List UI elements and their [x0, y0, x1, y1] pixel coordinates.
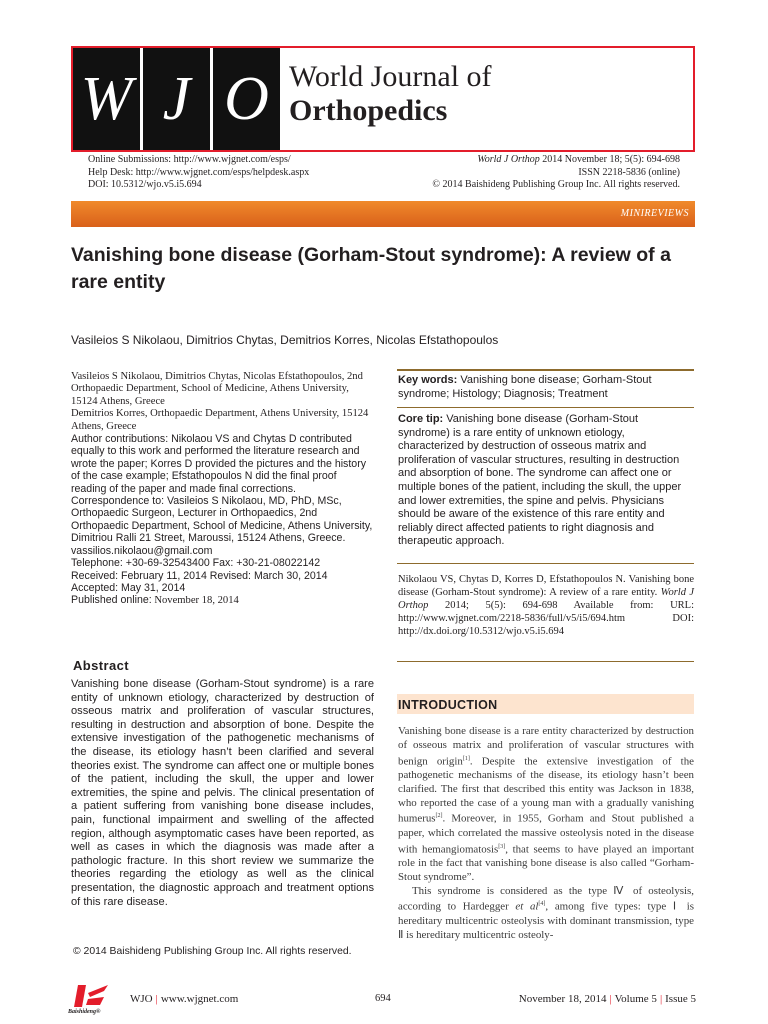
intro-p1-b: . Despite the extensive investigation of the pathogenetic mechanisms of the disease, its etiology hasn’t been clarified. The first that described this entity was Jackson in 1838, who reported the case of a young man with a gradually vanishing humerus	[398, 755, 694, 826]
keywords-block	[398, 373, 693, 401]
section-bar	[71, 201, 695, 227]
citation-part1: Nikolaou VS, Chytas D, Korres D, Efstathopoulos N. Vanishing bone disease (Gorham-Stout syndrome): A review of a rare entity.	[398, 574, 694, 598]
footer-date: November 18, 2014	[518, 993, 607, 1005]
intro-p1-c: . Moreover, in 1955, Gorham and Stout published a paper, which correlated the massive osteolysis noted in the disease with hemangiomatosis	[398, 813, 694, 856]
help-desk-link[interactable]: Help Desk: http://www.wjgnet.com/esps/helpdesk.aspx	[88, 166, 310, 178]
abstract-copyright: © 2014 Baishideng Publishing Group Inc. All rights reserved.	[73, 946, 352, 957]
introduction-text	[398, 725, 694, 942]
ref-2[interactable]: [2]	[435, 813, 443, 820]
footer-volume: Volume 5	[614, 993, 657, 1005]
correspondence: Correspondence to: Vasileios S Nikolaou, MD, PhD, MSc, Orthopaedic Surgeon, Lecturer in Orthopaedics, 2nd Orthopaedic Department, School of Medicine, Athens University, Dimitriou Ralli 21 Street, Maroussi, 15124 Athens, Greece. vassilios.nikolaou@gmail.com	[71, 495, 373, 557]
citation-part2[interactable]: 2014; 5(5): 694-698 Available from: URL: http://www.wjgnet.com/2218-5836/full/v5/i5/694.htm DOI: http://dx.doi.org/10.5312/wjo.v5.i5.694	[398, 600, 694, 637]
received-revised: Received: February 11, 2014 Revised: March 30, 2014	[71, 569, 328, 582]
intro-paragraph-1	[398, 725, 694, 885]
core-tip-text: Vanishing bone disease (Gorham-Stout syndrome) is a rare entity of unknown etiology, characterized by destruction of osseous matrix and proliferation of vascular structures, resulting in destruction and absorption of bone. The syndrome can affect one or multiple bones of the patient, including the skull, the upper and lower extremities, the spine and pelvis. Physicians should be aware of the existence of this rare entity and reliably direct affected patients to right diagnosis and therapeutic approach.	[398, 413, 682, 548]
core-tip-block	[398, 413, 693, 549]
affiliation-1: Vasileios S Nikolaou, Dimitrios Chytas, Nicolas Efstathopoulos, 2nd Orthopaedic Department, School of Medicine, Athens University, 15124 Athens, Greece	[71, 371, 363, 407]
header-copyright: © 2014 Baishideng Publishing Group Inc. All rights reserved.	[432, 179, 680, 190]
issn-text: ISSN 2218-5836 (online)	[578, 166, 680, 178]
publisher-logo-icon	[74, 983, 110, 1009]
issue-line	[432, 154, 680, 167]
intro-p1-d: , that seems to have played an important role in the fact that vanishing bone disease is also called “Gorham-Stout syndrome”.	[398, 843, 694, 883]
intro-p1-a: Vanishing bone disease is a rare entity characterized by destruction of osseous matrix and proliferation of vascular structures with benign origin	[398, 725, 694, 768]
keywords-text: Vanishing bone disease; Gorham-Stout syndrome; Histology; Diagnosis; Treatment	[398, 374, 652, 400]
footer-separator: |	[659, 993, 663, 1005]
journal-name	[289, 60, 492, 128]
intro-p2-a: This syndrome is considered as the type Ⅳ of osteolysis, according to Hardegger	[398, 884, 694, 914]
page-number: 694	[375, 993, 391, 1004]
introduction-heading: INTRODUCTION	[398, 698, 498, 712]
publisher-brand: Baishideng®	[68, 1009, 101, 1015]
journal-masthead	[71, 46, 695, 152]
ref-4[interactable]: [4]	[538, 901, 546, 908]
footer-separator: |	[609, 993, 612, 1005]
logo-letter-w: W	[73, 48, 140, 150]
online-submissions-link[interactable]: Online Submissions: http://www.wjgnet.com/esps/	[88, 154, 291, 165]
logo-letter-j: J	[143, 48, 210, 150]
intro-paragraph-2	[398, 885, 694, 943]
issue-info	[432, 154, 680, 192]
citation-journal: World J Orthop	[398, 587, 694, 611]
footer-journal: WJO	[130, 993, 153, 1005]
citation-block	[398, 573, 694, 638]
keywords-bottom-rule	[397, 407, 694, 408]
footer-right	[519, 993, 696, 1005]
journal-abbr: World J Orthop	[477, 154, 540, 165]
journal-logo	[73, 48, 281, 150]
submission-info	[88, 154, 309, 192]
abstract-text: Vanishing bone disease (Gorham-Stout syndrome) is a rare entity of unknown etiology, characterized by destruction of osseous matrix and proliferation of vascular structures, resulting in destruction and absorption of bone. Despite the extensive investigation of the pathogenetic mechanisms of the disease, its etiology hasn’t been clarified and several theories exist. The syndrome can affect one or multiple bones of the patient, including the skull, the upper and lower extremities, the spine and pelvis. The clinical presentation of a patient suffering from vanishing bone disease includes, pain, functional impairment and swelling of the affected region, although asymptomatic cases have been reported, as well as cases in which the diagnosis was made after a pathologic fracture. In this short review we summarize the theories regarding the etiology as well as the clinical presentation, the diagnostic approach and treatment options of this rare disease.	[71, 678, 374, 908]
ref-1[interactable]: [1]	[462, 755, 470, 762]
article-title: Vanishing bone disease (Gorham-Stout syndrome): A review of a rare entity	[71, 244, 671, 293]
footer-separator: |	[155, 993, 158, 1005]
core-tip-label: Core tip:	[398, 413, 444, 425]
keywords-label: Key words:	[398, 374, 458, 386]
keywords-top-rule	[397, 369, 694, 371]
issue-date: 2014 November 18; 5(5): 694-698	[539, 154, 680, 165]
telephone-fax: Telephone: +30-69-32543400 Fax: +30-21-08022142	[71, 557, 321, 570]
affiliation-2: Demitrios Korres, Orthopaedic Department, Athens University, 15124 Athens, Greece	[71, 408, 369, 432]
abstract-heading: Abstract	[73, 658, 129, 673]
author-contributions: Author contributions: Nikolaou VS and Chytas D contributed equally to this work and performed the literature research and wrote the paper; Korres D provided the pictures and the history of the case example; Efstathopoulos N did the final proof reading of the paper and made final corrections.	[71, 433, 367, 495]
section-label: MINIREVIEWS	[620, 208, 689, 219]
accepted-date: Accepted: May 31, 2014	[71, 581, 186, 594]
published-online	[71, 594, 373, 607]
footer-left	[130, 993, 238, 1005]
published-label: Published online:	[71, 594, 152, 607]
journal-name-line1: World Journal of	[289, 60, 492, 93]
author-list: Vasileios S Nikolaou, Dimitrios Chytas, Demitrios Korres, Nicolas Efstathopoulos	[71, 333, 499, 347]
ref-3[interactable]: [3]	[498, 843, 506, 850]
intro-p2-b: , among five types: type Ⅰ is hereditary multicentric osteolysis with dominant transmission, type Ⅱ is hereditary multicentric osteoly-	[398, 901, 694, 941]
published-date: November 18, 2014	[154, 595, 239, 607]
footer-issue: Issue 5	[665, 993, 696, 1005]
citation-bottom-rule	[397, 661, 694, 662]
doi-text: DOI: 10.5312/wjo.v5.i5.694	[88, 179, 202, 190]
author-affiliations	[71, 371, 373, 608]
publisher-logo	[68, 983, 118, 1021]
logo-letter-o: O	[213, 48, 280, 150]
footer-website[interactable]: www.wjgnet.com	[160, 993, 239, 1005]
intro-p2-etal: et al	[515, 901, 539, 914]
journal-name-line2: Orthopedics	[289, 94, 448, 127]
core-tip-bottom-rule	[397, 563, 694, 564]
